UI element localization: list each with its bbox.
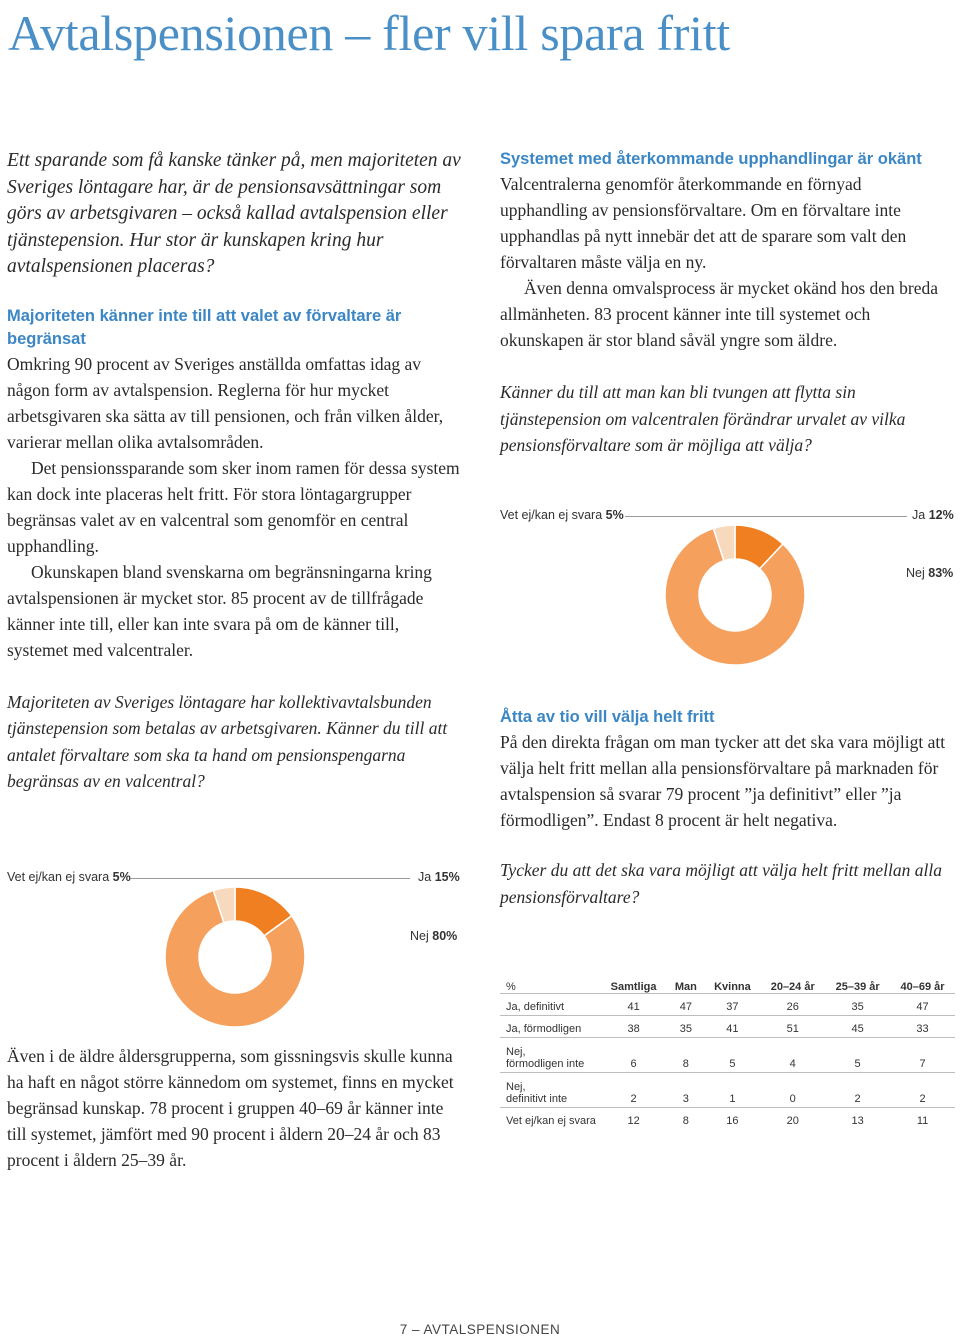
table-cell: 38 <box>600 1016 667 1038</box>
results-table <box>500 973 955 1129</box>
table-cell: 16 <box>705 1108 761 1130</box>
left-column <box>7 148 462 795</box>
row-label: Ja, definitivt <box>506 1001 565 1013</box>
row-label-line: Nej, <box>506 1081 526 1093</box>
table-cell: 2 <box>825 1073 890 1108</box>
survey-question: Tycker du att det ska vara möjligt att välja helt fritt mellan alla pensionsförvaltare? <box>500 860 942 907</box>
donut-1-slices <box>165 887 305 1027</box>
table-cell: 3 <box>667 1073 704 1108</box>
row-label-line: förmodligen inte <box>506 1058 585 1070</box>
body-paragraph: Omkring 90 procent av Sveriges anställda omfattas idag av någon form av avtalspension. Reglerna för hur mycket arbetsgivaren ska sätta av till pensionen, och från vilken ålder, varierar mellan olika avtalsområden. <box>7 353 444 452</box>
table-row <box>500 1073 955 1108</box>
table-row <box>500 1108 955 1130</box>
table-cell: 5 <box>825 1038 890 1073</box>
table-cell: 8 <box>667 1038 704 1073</box>
table-cell: 6 <box>600 1038 667 1073</box>
table-cell: 13 <box>825 1108 890 1130</box>
legend-label-vet: Vet ej/kan ej svara 5% <box>7 870 131 884</box>
table-cell: 7 <box>890 1038 955 1073</box>
right-column <box>500 148 952 459</box>
table-cell: 41 <box>705 1016 761 1038</box>
column-header: Samtliga <box>600 973 667 994</box>
donut-2-slices <box>665 525 805 665</box>
row-label-line: definitivt inte <box>506 1093 568 1105</box>
table-cell: 2 <box>600 1073 667 1108</box>
column-header: % <box>500 973 600 994</box>
donut-chart-1 <box>160 882 310 1032</box>
leader-line <box>625 516 907 517</box>
legend-label-vet: Vet ej/kan ej svara 5% <box>500 508 624 522</box>
page-title: Avtalspensionen – fler vill spara fritt <box>8 5 730 61</box>
closing-paragraph: Även i de äldre åldersgrupperna, som gissningsvis skulle kunna ha haft en något större kännedom om systemet, finns en mycket begränsad kunskap. 78 procent i gruppen 40–69 år känner inte till systemet, jämfört med 90 procent i åldern 20–24 år och 83 procent i åldern 25–39 år. <box>7 1046 454 1170</box>
right-lower-block <box>500 706 952 910</box>
column-header: 25–39 år <box>825 973 890 994</box>
table-cell: 45 <box>825 1016 890 1038</box>
table-cell: 26 <box>786 1001 799 1013</box>
table-cell: 8 <box>667 1108 704 1130</box>
leader-line <box>130 878 410 879</box>
table-cell: 47 <box>679 1001 692 1013</box>
page-footer: 7 – AVTALSPENSIONEN <box>399 1322 561 1337</box>
table-cell: 5 <box>705 1038 761 1073</box>
table-row <box>500 1016 955 1038</box>
survey-question: Känner du till att man kan bli tvungen att flytta sin tjänstepension om valcentralen förändrar urvalet av vilka pensionsförvaltare som är möjliga att välja? <box>500 382 906 455</box>
legend-label-ja: Ja 15% <box>418 870 460 884</box>
row-label <box>500 1038 600 1073</box>
table-cell: 35 <box>851 1001 864 1013</box>
row-label <box>500 1073 600 1108</box>
table-cell: 33 <box>890 1016 955 1038</box>
table-row <box>500 1038 955 1073</box>
table-cell: 2 <box>890 1073 955 1108</box>
table-cell: 20 <box>760 1108 825 1130</box>
table-cell: 12 <box>600 1108 667 1130</box>
row-label: Vet ej/kan ej svara <box>500 1108 600 1130</box>
table-cell: 37 <box>726 1001 739 1013</box>
legend-label-nej: Nej 80% <box>410 929 458 943</box>
table-cell: 11 <box>890 1108 955 1130</box>
section-heading: Systemet med återkommande upphandlingar är okänt <box>500 150 922 168</box>
column-header: 20–24 år <box>760 973 825 994</box>
legend-label-ja: Ja 12% <box>912 508 954 522</box>
column-header: Kvinna <box>705 973 761 994</box>
body-paragraph: Okunskapen bland svenskarna om begränsningarna kring avtalspensionen är mycket stor. 85 procent av de tillfrågade känner inte till, eller kan inte svara på om de känner till, systemet med valcentraler. <box>7 561 432 660</box>
body-paragraph: Det pensionssparande som sker inom ramen för dessa system kan dock inte placeras helt fritt. För stora löntagargrupper begränsas valet av en valcentral som genomför en central upphandling. <box>7 457 460 556</box>
table-cell: 35 <box>667 1016 704 1038</box>
body-paragraph: På den direkta frågan om man tycker att det ska vara möjligt att välja helt fritt mellan alla pensionsförvaltare på marknaden för avtalspension så svarar 79 procent ”ja definitivt” eller ”ja förmodligen”. Endast 8 procent är helt negativa. <box>500 732 946 830</box>
table-cell: 0 <box>760 1073 825 1108</box>
donut-chart-2 <box>660 520 810 670</box>
table-cell: 4 <box>760 1038 825 1073</box>
column-header: 40–69 år <box>890 973 955 994</box>
table-row <box>500 994 955 1016</box>
row-label: Ja, förmodligen <box>500 1016 600 1038</box>
column-header: Man <box>667 973 704 994</box>
closing-paragraph-block <box>7 1043 462 1173</box>
body-paragraph: Även denna omvalsprocess är mycket okänd hos den breda allmänheten. 83 procent känner inte till systemet och okunskapen är stor bland såväl yngre som äldre. <box>500 278 939 350</box>
table-cell: 51 <box>760 1016 825 1038</box>
row-label-line: Nej, <box>506 1046 526 1058</box>
section-heading: Majoriteten känner inte till att valet av förvaltare är begränsat <box>7 306 402 348</box>
legend-label-nej: Nej 83% <box>906 566 954 580</box>
lede-paragraph: Ett sparande som få kanske tänker på, men majoriteten av Sveriges löntagare har, är de pensionsavsättningar som görs av arbetsgivaren – också kallad avtalspension eller tjänstepension. Hur stor är kunskapen kring hur avtalspensionen placeras? <box>7 150 461 277</box>
table-cell: 1 <box>705 1073 761 1108</box>
table-header-row <box>500 973 955 994</box>
table-cell: 47 <box>916 1001 929 1013</box>
body-paragraph: Valcentralerna genomför återkommande en förnyad upphandling av pensionsförvaltare. Om en förvaltare inte upphandlas på nytt innebär det att de sparare som valt den förvaltaren måste välja en ny. <box>500 174 907 272</box>
survey-question: Majoriteten av Sveriges löntagare har kollektivavtalsbunden tjänstepension som betalas av arbetsgivaren. Känner du till att antalet förvaltare som ska ta hand om pensionspengarna begränsas av en valcentral? <box>7 691 448 791</box>
table-cell: 41 <box>627 1001 640 1013</box>
section-heading: Åtta av tio vill välja helt fritt <box>500 708 715 726</box>
